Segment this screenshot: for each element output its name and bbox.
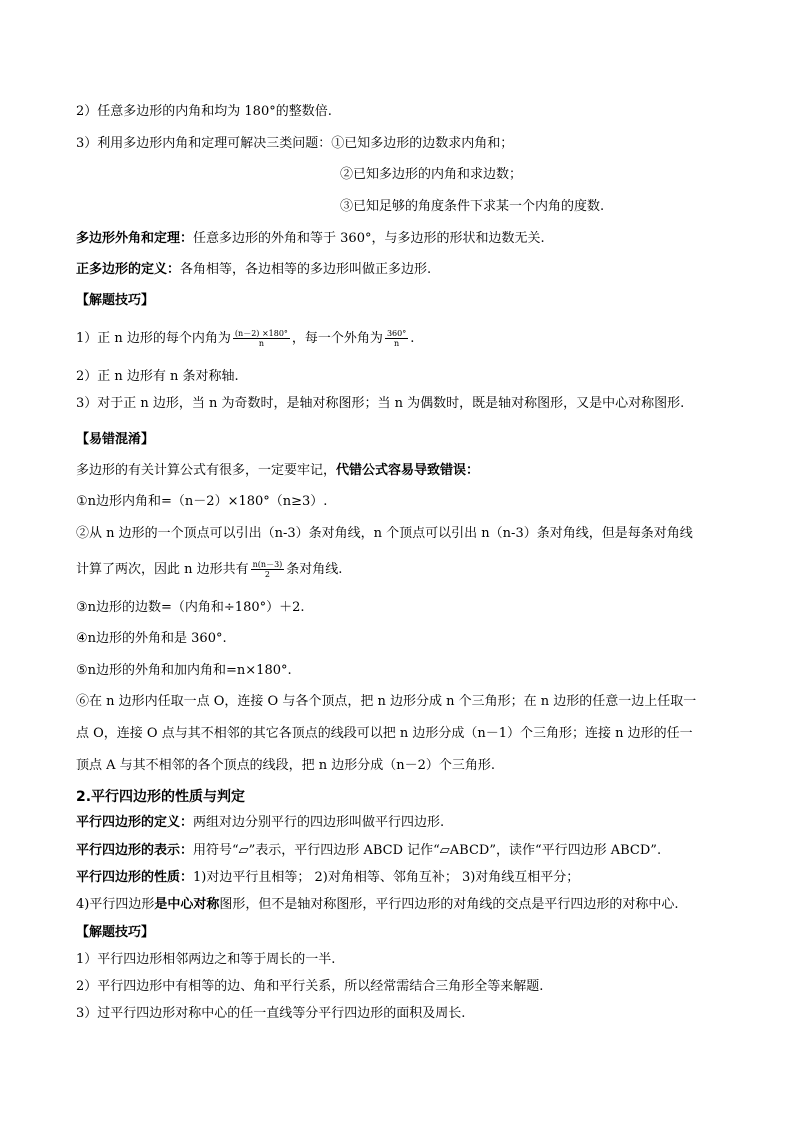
text-line: 3）对于正 n 边形，当 n 为奇数时，是轴对称图形；当 n 为偶数时，既是轴对称图形，又是中心对称图形. (76, 396, 685, 411)
text-part: 图形，但不是轴对称图形，平行四边形的对角线的交点是平行四边形的对称中心. (219, 897, 679, 912)
fraction-numerator: n(n－3) (252, 560, 283, 569)
text-part: 条对角线. (286, 562, 343, 577)
text-line: ③已知足够的角度条件下求某一个内角的度数. (340, 199, 605, 214)
term-text: 1)对边平行且相等； 2)对角相等、邻角互补； 3)对角线互相平分； (193, 870, 580, 885)
term-text: 用符号“▱”表示，平行四边形 ABCD 记作“▱ABCD”，读作“平行四边形 ABCD”. (193, 843, 662, 858)
text-part: 计算了两次，因此 n 边形共有 (76, 562, 249, 577)
text-part: 1）正 n 边形的每个内角为 (76, 331, 231, 346)
text-line: ②已知多边形的内角和求边数； (340, 167, 523, 182)
term-label: 正多边形的定义： (76, 262, 181, 277)
section-heading: 【解题技巧】 (76, 293, 155, 308)
text-line: ②从 n 边形的一个顶点可以引出（n-3）条对角线，n 个顶点可以引出 n（n-3）条对角线，但是每条对角线 (76, 526, 693, 541)
text-line (76, 814, 444, 832)
text-line: 1）平行四边形相邻两边之和等于周长的一半. (76, 952, 336, 967)
text-line: ⑤n边形的外角和加内角和=n×180°. (76, 663, 292, 678)
text-line: 顶点 A 与其不相邻的各个顶点的线段，把 n 边形分成（n－2）个三角形. (76, 758, 496, 773)
term-text: 两组对边分别平行的四边形叫做平行四边形. (193, 815, 445, 830)
fraction-numerator: (n－2) ×180° (234, 329, 288, 338)
text-line (76, 462, 479, 480)
term-label: 多边形外角和定理： (76, 231, 194, 246)
fraction (251, 560, 285, 579)
text-line (76, 842, 661, 860)
emphasis: 代错公式容易导致错误： (336, 463, 480, 478)
term-text: 各角相等，各边相等的多边形叫做正多边形. (180, 262, 432, 277)
section-heading: 【解题技巧】 (76, 925, 155, 940)
text-line: 2）任意多边形的内角和均为 180°的整数倍. (76, 104, 332, 119)
section-title: 2.平行四边形的性质与判定 (76, 789, 246, 805)
fraction-denominator: n (258, 339, 264, 348)
text-line (76, 329, 414, 348)
text-line (76, 261, 431, 279)
text-line (76, 896, 679, 914)
text-line: ①n边形内角和=（n－2）×180°（n≥3）. (76, 494, 328, 509)
text-line: ⑥在 n 边形内任取一点 O，连接 O 与各个顶点，把 n 边形分成 n 个三角形；在 n 边形的任意一边上任取一 (76, 694, 697, 709)
text-line: 点 O，连接 O 点与其不相邻的其它各顶点的线段可以把 n 边形分成（n－1）个三角形；连接 n 边形的任一 (76, 726, 693, 741)
term-text: 任意多边形的外角和等于 360°，与多边形的形状和边数无关. (193, 231, 545, 246)
section-heading: 【易错混淆】 (76, 432, 155, 447)
term-label: 平行四边形的定义： (76, 815, 194, 830)
text-line: 3）利用多边形内角和定理可解决三类问题：①已知多边形的边数求内角和； (76, 136, 514, 151)
fraction-numerator: 360° (386, 329, 407, 338)
term-label: 平行四边形的性质： (76, 870, 194, 885)
text-line: 2）正 n 边形有 n 条对称轴. (76, 369, 239, 384)
fraction (233, 329, 290, 348)
fraction-denominator: 2 (264, 570, 270, 579)
term-label: 平行四边形的表示： (76, 843, 194, 858)
text-part: 多边形的有关计算公式有很多，一定要牢记， (76, 463, 337, 478)
text-part: 4)平行四边形 (76, 897, 155, 912)
text-part: ，每一个外角为 (291, 331, 383, 346)
text-line: ③n边形的边数=（内角和÷180°）＋2. (76, 600, 305, 615)
text-line (76, 230, 545, 248)
text-part: . (410, 331, 415, 346)
fraction (385, 329, 408, 348)
text-line: ④n边形的外角和是 360°. (76, 631, 227, 646)
emphasis: 是中心对称 (154, 897, 220, 912)
fraction-denominator: n (394, 339, 400, 348)
text-line: 3）过平行四边形对称中心的任一直线等分平行四边形的面积及周长. (76, 1006, 466, 1021)
text-line (76, 869, 579, 887)
text-line (76, 560, 342, 579)
text-line: 2）平行四边形中有相等的边、角和平行关系，所以经常需结合三角形全等来解题. (76, 979, 544, 994)
